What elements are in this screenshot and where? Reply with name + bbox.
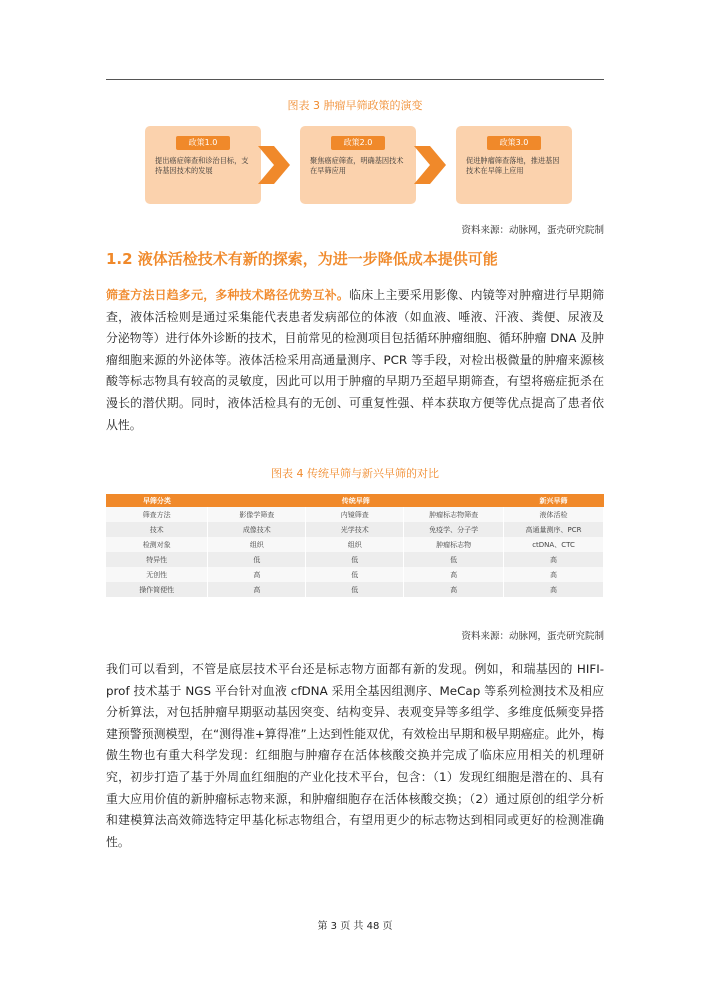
table-cell: 高	[504, 552, 604, 567]
table-cell: 低	[208, 552, 306, 567]
table-row	[106, 552, 604, 567]
table-cell: 高	[208, 582, 306, 597]
table-cell: 技术	[106, 522, 208, 537]
policy-title-3: 政策3.0	[487, 136, 541, 150]
table-cell: 成像技术	[208, 522, 306, 537]
table-cell: 免疫学、分子学	[404, 522, 504, 537]
table-header-cell: 早筛分类	[106, 494, 208, 507]
table-cell: 低	[306, 582, 404, 597]
policy-desc-1: 提出癌症筛查和诊治目标，支持基因技术的发展	[155, 156, 249, 175]
policy-flow-diagram	[0, 126, 710, 208]
table-cell: 高	[208, 567, 306, 582]
figure4-caption: 图表 4 传统早筛与新兴早筛的对比	[271, 467, 439, 480]
figure3-source: 资料来源：动脉网，蛋壳研究院制	[461, 225, 604, 236]
table-cell: 光学技术	[306, 522, 404, 537]
table-cell: 高	[404, 567, 504, 582]
table-header-cell: 传统早筛	[208, 494, 504, 507]
header-rule	[106, 79, 604, 80]
policy-desc-2: 聚焦癌症筛查，明确基因技术在早筛应用	[310, 156, 404, 175]
page-number: 第 3 页 共 48 页	[317, 921, 393, 932]
comparison-table	[106, 494, 604, 597]
table-cell: 特异性	[106, 552, 208, 567]
table-cell: 肿瘤标志物筛查	[404, 507, 504, 522]
figure3-caption: 图表 3 肿瘤早筛政策的演变	[287, 99, 423, 112]
table-cell: 低	[404, 552, 504, 567]
paragraph-1-lead: 筛查方法日趋多元，多种技术路径优势互补。	[106, 288, 350, 302]
policy-box-3	[456, 126, 572, 204]
table-cell: 无创性	[106, 567, 208, 582]
table-cell: 低	[306, 567, 404, 582]
table-cell: 高	[504, 567, 604, 582]
table-cell: 液体活检	[504, 507, 604, 522]
table-row	[106, 537, 604, 552]
table-row	[106, 567, 604, 582]
section-heading: 1.2 液体活检技术有新的探索，为进一步降低成本提供可能	[106, 250, 498, 268]
table-cell: ctDNA、CTC	[504, 537, 604, 552]
figure4-source: 资料来源：动脉网，蛋壳研究院制	[461, 631, 604, 642]
table-row	[106, 582, 604, 597]
table-cell: 肿瘤标志物	[404, 537, 504, 552]
table-cell: 组织	[208, 537, 306, 552]
paragraph-1	[106, 285, 604, 436]
policy-box-1	[145, 126, 261, 204]
table-cell: 内镜筛查	[306, 507, 404, 522]
table-cell: 高通量测序、PCR	[504, 522, 604, 537]
table-cell: 高	[504, 582, 604, 597]
table-row	[106, 507, 604, 522]
table-cell: 检测对象	[106, 537, 208, 552]
table-cell: 操作简便性	[106, 582, 208, 597]
paragraph-1-body: 临床上主要采用影像、内镜等对肿瘤进行早期筛查，液体活检则是通过采集能代表患者发病部位的体液（如血液、唾液、汗液、粪便、尿液及分泌物等）进行体外诊断的技术，目前常见的检测项目包括循环肿瘤细胞、循环肿瘤 DNA 及肿瘤细胞来源的外泌体等。液体活检采用高通量测序、PCR 等手段，对检出极微量的肿瘤来源核酸等标志物具有较高的灵敏度，因此可以用于肿瘤的早期乃至超早期筛查，有望将癌症扼杀在漫长的潜伏期。同时，液体活检具有的无创、可重复性强、样本获取方便等优点提高了患者依从性。	[106, 288, 604, 432]
table-row	[106, 522, 604, 537]
policy-box-2	[300, 126, 416, 204]
table-header-cell: 新兴早筛	[504, 494, 604, 507]
chevron-arrow-icon	[414, 146, 446, 184]
policy-title-2: 政策2.0	[331, 136, 385, 150]
table-cell: 组织	[306, 537, 404, 552]
table-cell: 影像学筛查	[208, 507, 306, 522]
chevron-arrow-icon	[258, 146, 290, 184]
table-header-row	[106, 494, 604, 507]
table-cell: 高	[404, 582, 504, 597]
table-cell: 低	[306, 552, 404, 567]
policy-desc-3: 促进肿瘤筛查落地，推进基因技术在早筛上应用	[466, 156, 560, 175]
paragraph-2: 我们可以看到，不管是底层技术平台还是标志物方面都有新的发现。例如，和瑞基因的 HIFI-prof 技术基于 NGS 平台针对血液 cfDNA 采用全基因组测序、MeCap 等系列检测技术及相应分析算法，对包括肿瘤早期驱动基因突变、结构变异、表观变异等多组学、多维度低频变异搭建预警预测模型，在“测得准+算得准”上达到性能双优，有效检出早期和极早期癌症。此外，梅傲生物也有重大科学发现：红细胞与肿瘤存在活体核酸交换并完成了临床应用相关的机理研究，初步打造了基于外周血红细胞的产业化技术平台，包含：（1）发现红细胞是潜在的、具有重大应用价值的新肿瘤标志物来源，和肿瘤细胞存在活体核酸交换；（2）通过原创的组学分析和建模算法高效筛选特定甲基化标志物组合，有望用更少的标志物达到相同或更好的检测准确性。	[106, 662, 604, 849]
table-cell: 筛查方法	[106, 507, 208, 522]
policy-title-1: 政策1.0	[176, 136, 230, 150]
